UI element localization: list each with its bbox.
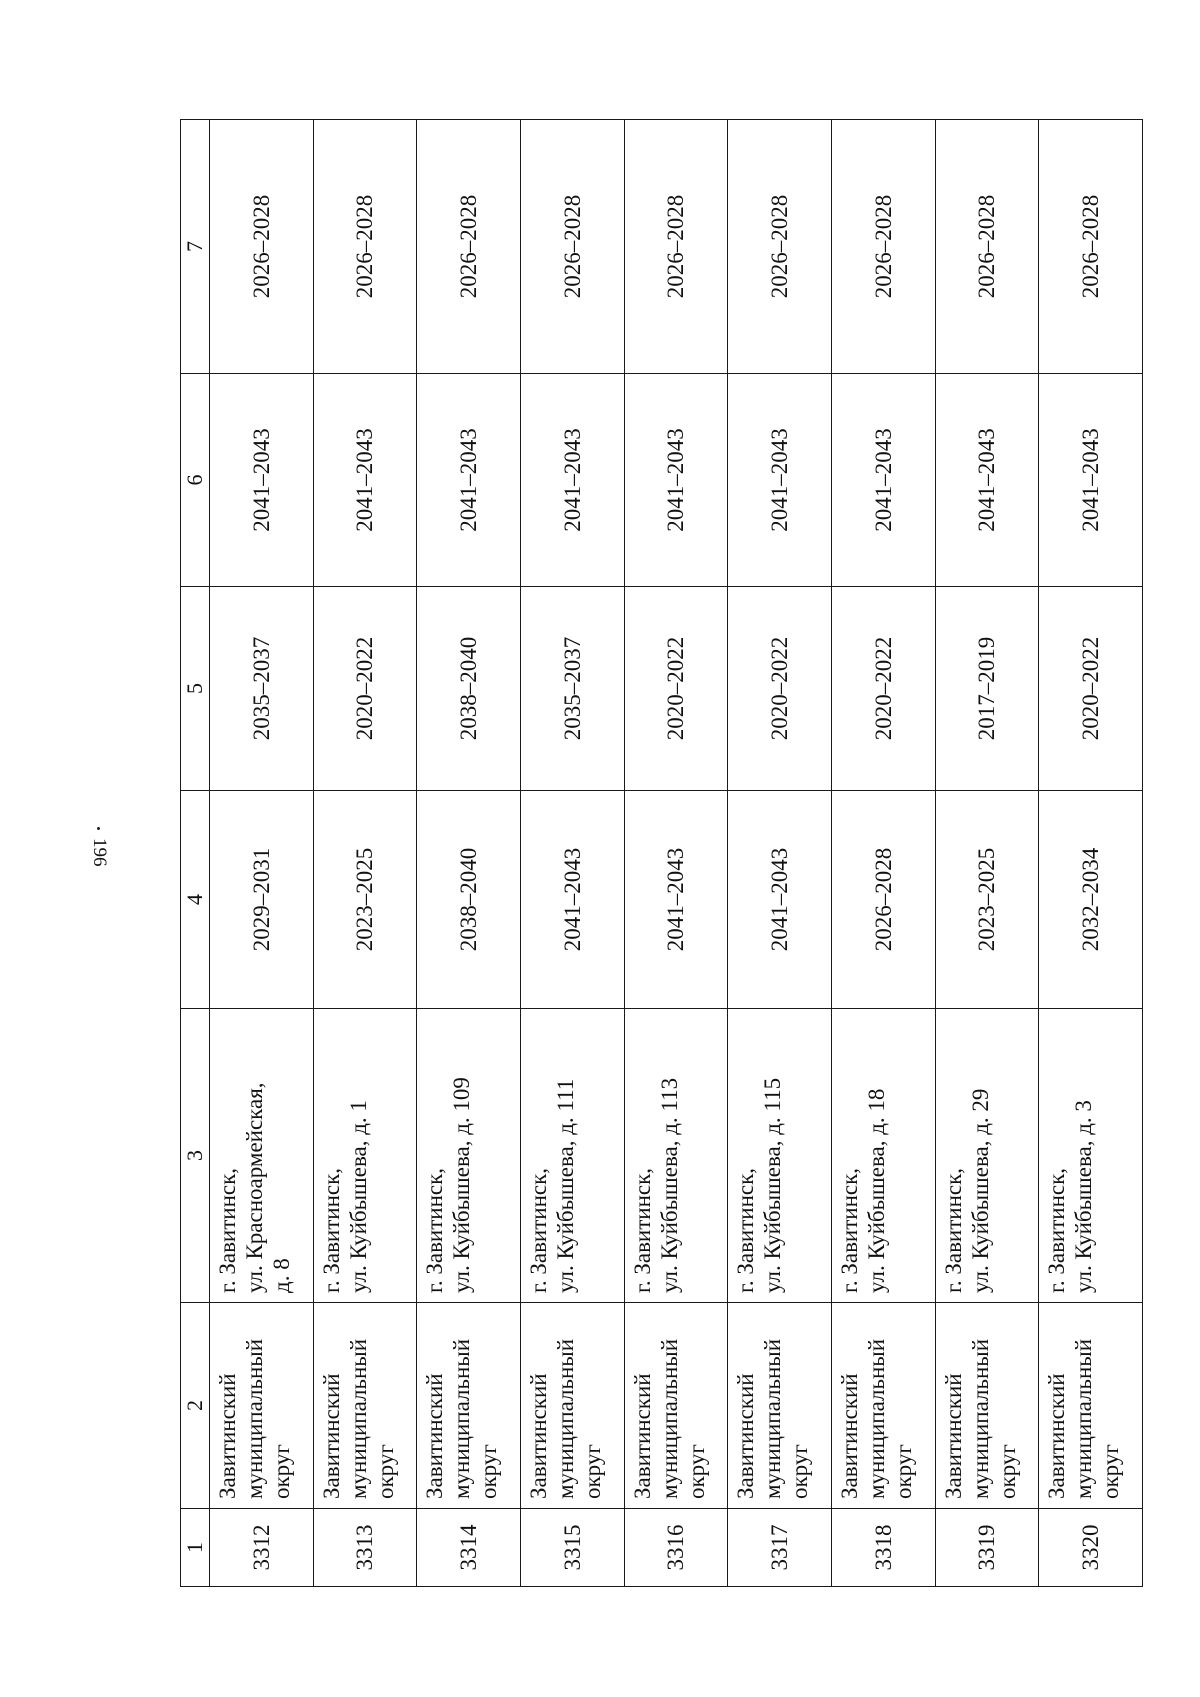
cell-district (417, 1303, 521, 1509)
district-line: Завитинский (318, 1373, 344, 1499)
district-line: округ (683, 1444, 709, 1499)
address-line: г. Завитинск, (629, 1167, 655, 1293)
address-line: ул. Куйбышева, д. 3 (1071, 1100, 1097, 1293)
address-line: ул. Красноармейская, (242, 1082, 267, 1293)
cell-col6: 2041–2043 (417, 374, 521, 587)
address-line: ул. Куйбышева, д. 1 (345, 1100, 371, 1293)
table-row (935, 120, 1039, 1587)
cell-id: 3317 (728, 1509, 832, 1587)
district-line: Завитинский (422, 1373, 448, 1499)
cell-col5: 2035–2037 (210, 587, 314, 791)
cell-col4: 2041–2043 (520, 791, 624, 1009)
table-row (831, 120, 935, 1587)
cell-col7: 2026–2028 (728, 120, 832, 374)
address-line: ул. Куйбышева, д. 29 (967, 1088, 993, 1293)
address-line: г. Завитинск, (733, 1167, 759, 1293)
cell-col4: 2032–2034 (1039, 791, 1143, 1009)
district-line: Завитинский (733, 1373, 759, 1499)
cell-col5: 2020–2022 (624, 587, 728, 791)
cell-district (728, 1303, 832, 1509)
address-line: ул. Куйбышева, д. 18 (863, 1088, 889, 1293)
address-line: ул. Куйбышева, д. 113 (656, 1077, 682, 1293)
cell-col7: 2026–2028 (417, 120, 521, 374)
cell-id: 3315 (520, 1509, 624, 1587)
cell-id: 3316 (624, 1509, 728, 1587)
col-header: 6 (181, 374, 210, 587)
cell-col7: 2026–2028 (313, 120, 417, 374)
district-line: округ (787, 1444, 813, 1499)
cell-id: 3320 (1039, 1509, 1143, 1587)
cell-col5: 2020–2022 (831, 587, 935, 791)
col-header: 1 (181, 1509, 210, 1587)
cell-address (210, 1009, 314, 1303)
district-line: муниципальный (345, 1338, 371, 1499)
cell-address (417, 1009, 521, 1303)
address-line: г. Завитинск, (422, 1167, 448, 1293)
district-line: округ (1098, 1444, 1124, 1499)
district-line: Завитинский (1044, 1373, 1070, 1499)
cell-id: 3314 (417, 1509, 521, 1587)
cell-id: 3312 (210, 1509, 314, 1587)
cell-col5: 2017–2019 (935, 587, 1039, 791)
district-line: муниципальный (863, 1338, 889, 1499)
address-line: д. 8 (269, 1258, 294, 1293)
cell-address (831, 1009, 935, 1303)
cell-col4: 2041–2043 (624, 791, 728, 1009)
address-line: ул. Куйбышева, д. 109 (449, 1077, 475, 1293)
col-header: 5 (181, 587, 210, 791)
cell-col6: 2041–2043 (520, 374, 624, 587)
district-line: муниципальный (760, 1338, 786, 1499)
cell-col4: 2023–2025 (313, 791, 417, 1009)
table-row (313, 120, 417, 1587)
district-line: Завитинский (629, 1373, 655, 1499)
cell-col6: 2041–2043 (1039, 374, 1143, 587)
district-line: округ (579, 1444, 605, 1499)
scan-speck (97, 827, 100, 830)
cell-col7: 2026–2028 (831, 120, 935, 374)
cell-col5: 2020–2022 (1039, 587, 1143, 791)
cell-col7: 2026–2028 (935, 120, 1039, 374)
district-line: округ (372, 1444, 398, 1499)
district-line: округ (994, 1444, 1020, 1499)
cell-col7: 2026–2028 (1039, 120, 1143, 374)
address-line: г. Завитинск, (1044, 1167, 1070, 1293)
cell-district (1039, 1303, 1143, 1509)
district-line: муниципальный (967, 1338, 993, 1499)
district-line: округ (269, 1444, 294, 1499)
cell-address (728, 1009, 832, 1303)
cell-address (935, 1009, 1039, 1303)
cell-col6: 2041–2043 (728, 374, 832, 587)
cell-col4: 2041–2043 (728, 791, 832, 1009)
cell-district (313, 1303, 417, 1509)
table-body (210, 120, 1143, 1587)
rotated-table-container (180, 120, 1143, 1587)
district-line: Завитинский (836, 1373, 862, 1499)
address-line: ул. Куйбышева, д. 115 (760, 1077, 786, 1293)
cell-col6: 2041–2043 (313, 374, 417, 587)
cell-address (313, 1009, 417, 1303)
schedule-table (180, 119, 1143, 1587)
cell-col6: 2041–2043 (831, 374, 935, 587)
district-line: муниципальный (656, 1338, 682, 1499)
cell-id: 3313 (313, 1509, 417, 1587)
table-row (624, 120, 728, 1587)
cell-district (624, 1303, 728, 1509)
cell-col7: 2026–2028 (520, 120, 624, 374)
table-row (210, 120, 314, 1587)
cell-col6: 2041–2043 (624, 374, 728, 587)
cell-id: 3318 (831, 1509, 935, 1587)
district-line: Завитинский (215, 1373, 240, 1499)
cell-address (1039, 1009, 1143, 1303)
col-header: 3 (181, 1009, 210, 1303)
col-header: 2 (181, 1303, 210, 1509)
address-line: г. Завитинск, (836, 1167, 862, 1293)
cell-col5: 2038–2040 (417, 587, 521, 791)
cell-col4: 2023–2025 (935, 791, 1039, 1009)
district-line: муниципальный (1071, 1338, 1097, 1499)
cell-district (210, 1303, 314, 1509)
district-line: округ (890, 1444, 916, 1499)
district-line: Завитинский (525, 1373, 551, 1499)
table-row (728, 120, 832, 1587)
address-line: г. Завитинск, (215, 1167, 240, 1293)
cell-address (624, 1009, 728, 1303)
cell-col7: 2026–2028 (624, 120, 728, 374)
cell-col6: 2041–2043 (210, 374, 314, 587)
col-header: 7 (181, 120, 210, 374)
address-line: г. Завитинск, (318, 1167, 344, 1293)
cell-col5: 2020–2022 (728, 587, 832, 791)
table-header (181, 120, 210, 1587)
table-row (1039, 120, 1143, 1587)
cell-district (520, 1303, 624, 1509)
cell-address (520, 1009, 624, 1303)
district-line: округ (476, 1444, 502, 1499)
address-line: ул. Куйбышева, д. 111 (552, 1078, 578, 1293)
table-row (520, 120, 624, 1587)
col-header: 4 (181, 791, 210, 1009)
address-line: г. Завитинск, (940, 1167, 966, 1293)
header-row (181, 120, 210, 1587)
district-line: муниципальный (449, 1338, 475, 1499)
cell-id: 3319 (935, 1509, 1039, 1587)
district-line: муниципальный (242, 1338, 267, 1499)
district-line: Завитинский (940, 1373, 966, 1499)
cell-col4: 2026–2028 (831, 791, 935, 1009)
page-number: 196 (89, 837, 110, 867)
cell-district (935, 1303, 1039, 1509)
cell-col4: 2038–2040 (417, 791, 521, 1009)
table-row (417, 120, 521, 1587)
cell-col4: 2029–2031 (210, 791, 314, 1009)
cell-col7: 2026–2028 (210, 120, 314, 374)
cell-district (831, 1303, 935, 1509)
address-line: г. Завитинск, (525, 1167, 551, 1293)
cell-col5: 2035–2037 (520, 587, 624, 791)
cell-col6: 2041–2043 (935, 374, 1039, 587)
cell-col5: 2020–2022 (313, 587, 417, 791)
district-line: муниципальный (552, 1338, 578, 1499)
